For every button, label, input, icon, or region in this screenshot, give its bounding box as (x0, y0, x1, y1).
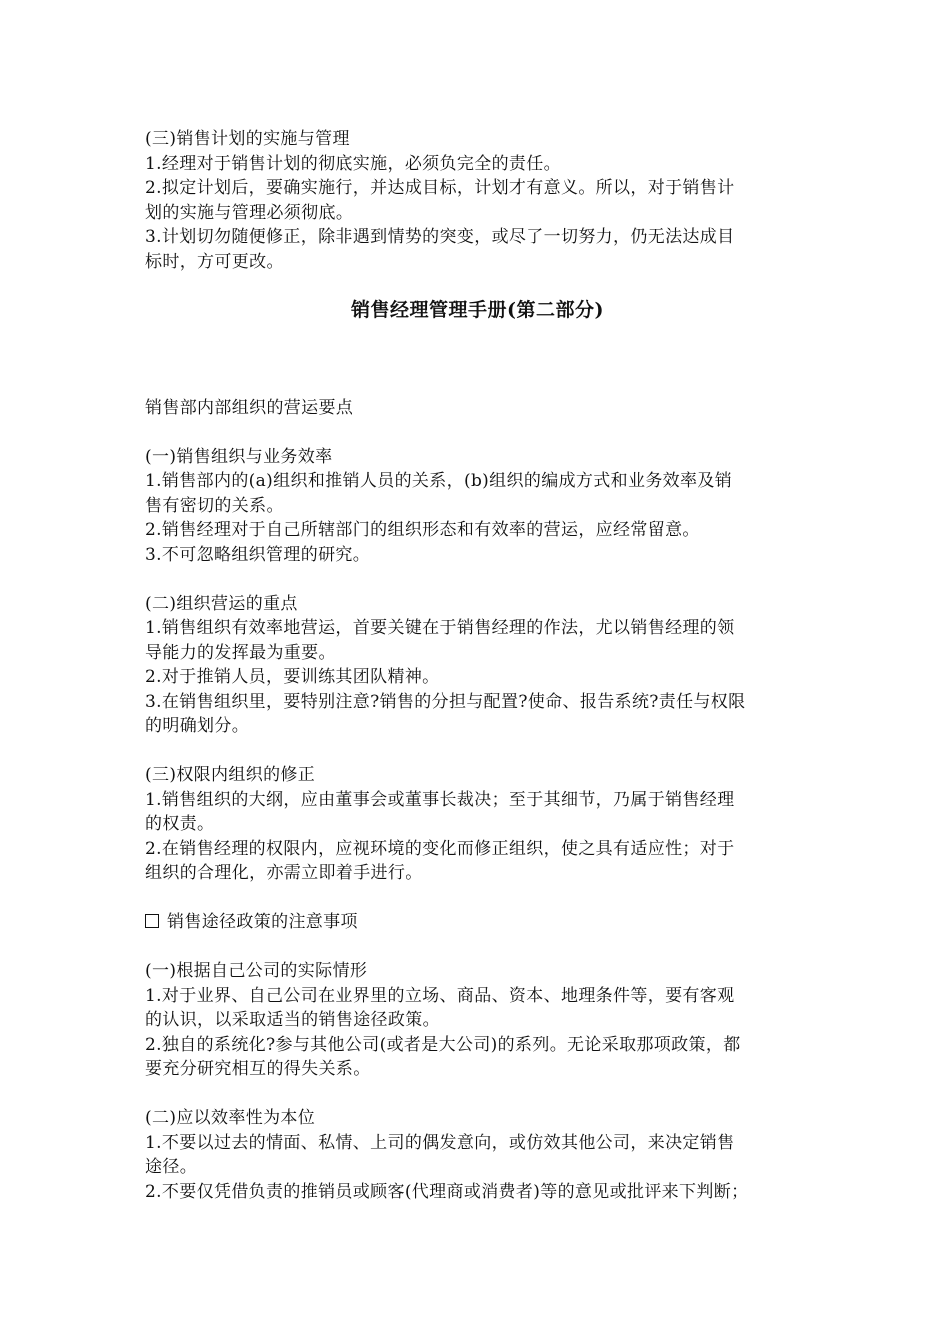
part2-line: 导能力的发挥最为重要。 (145, 642, 336, 663)
intro-line: 划的实施与管理必须彻底。 (145, 202, 354, 223)
part1-heading: (一)销售组织与业务效率 (145, 446, 333, 467)
part1-line: 1.销售部内的(a)组织和推销人员的关系，(b)组织的编成方式和业务效率及销 (145, 471, 733, 491)
document-title: 销售经理管理手册(第二部分) (351, 299, 604, 321)
part4-heading: (一)根据自己公司的实际情形 (145, 961, 368, 981)
intro-line: 3.计划切勿随便修正，除非遇到情势的突变，或尽了一切努力，仍无法达成目 (145, 227, 735, 247)
part4-line: 要充分研究相互的得失关系。 (145, 1059, 371, 1079)
part3-line: 的权责。 (145, 814, 215, 834)
part1-line: 3.不可忽略组织管理的研究。 (145, 544, 371, 565)
checkbox-square-icon (145, 914, 159, 928)
part2-line: 1.销售组织有效率地营运，首要关键在于销售经理的作法，尤以销售经理的领 (145, 618, 735, 638)
part2-heading: (二)组织营运的重点 (145, 593, 298, 614)
part2-line: 2.对于推销人员，要训练其团队精神。 (145, 667, 440, 687)
part3-heading: (三)权限内组织的修正 (145, 765, 316, 785)
section2-heading: 销售途径政策的注意事项 (167, 912, 358, 932)
part1-line: 售有密切的关系。 (145, 495, 284, 516)
section2-heading-row (145, 910, 810, 935)
section-heading: 销售部内部组织的营运要点 (145, 397, 354, 418)
part4-line: 的认识，以采取适当的销售途径政策。 (145, 1010, 440, 1030)
part4-line: 2.独自的系统化?参与其他公司(或者是大公司)的系列。无论采取那项政策，都 (145, 1034, 741, 1055)
part3-line: 组织的合理化，亦需立即着手进行。 (145, 863, 423, 883)
intro-line: 1.经理对于销售计划的彻底实施，必须负完全的责任。 (145, 153, 561, 174)
part3-line: 1.销售组织的大纲，应由董事会或董事长裁决；至于其细节，乃属于销售经理 (145, 789, 735, 810)
part5-line: 1.不要以过去的情面、私情、上司的偶发意向，或仿效其他公司，来决定销售 (145, 1132, 735, 1153)
part1-line: 2.销售经理对于自己所辖部门的组织形态和有效率的营运，应经常留意。 (145, 520, 700, 540)
part5-line: 途径。 (145, 1157, 198, 1177)
part4-line: 1.对于业界、自己公司在业界里的立场、商品、资本、地理条件等，要有客观 (145, 985, 735, 1006)
intro-line: 标时，方可更改。 (145, 251, 284, 272)
part2-line: 3.在销售组织里，要特别注意?销售的分担与配置?使命、报告系统?责任与权限 (145, 691, 746, 712)
part5-heading: (二)应以效率性为本位 (145, 1108, 316, 1128)
intro-heading: (三)销售计划的实施与管理 (145, 129, 350, 149)
intro-line: 2.拟定计划后，要确实施行，并达成目标，计划才有意义。所以，对于销售计 (145, 178, 735, 198)
part2-line: 的明确划分。 (145, 716, 250, 736)
part3-line: 2.在销售经理的权限内，应视环境的变化而修正组织，使之具有适应性；对于 (145, 838, 735, 859)
part5-line: 2.不要仅凭借负责的推销员或顾客(代理商或消费者)等的意见或批评来下判断； (145, 1181, 749, 1202)
document-body (145, 127, 810, 1204)
